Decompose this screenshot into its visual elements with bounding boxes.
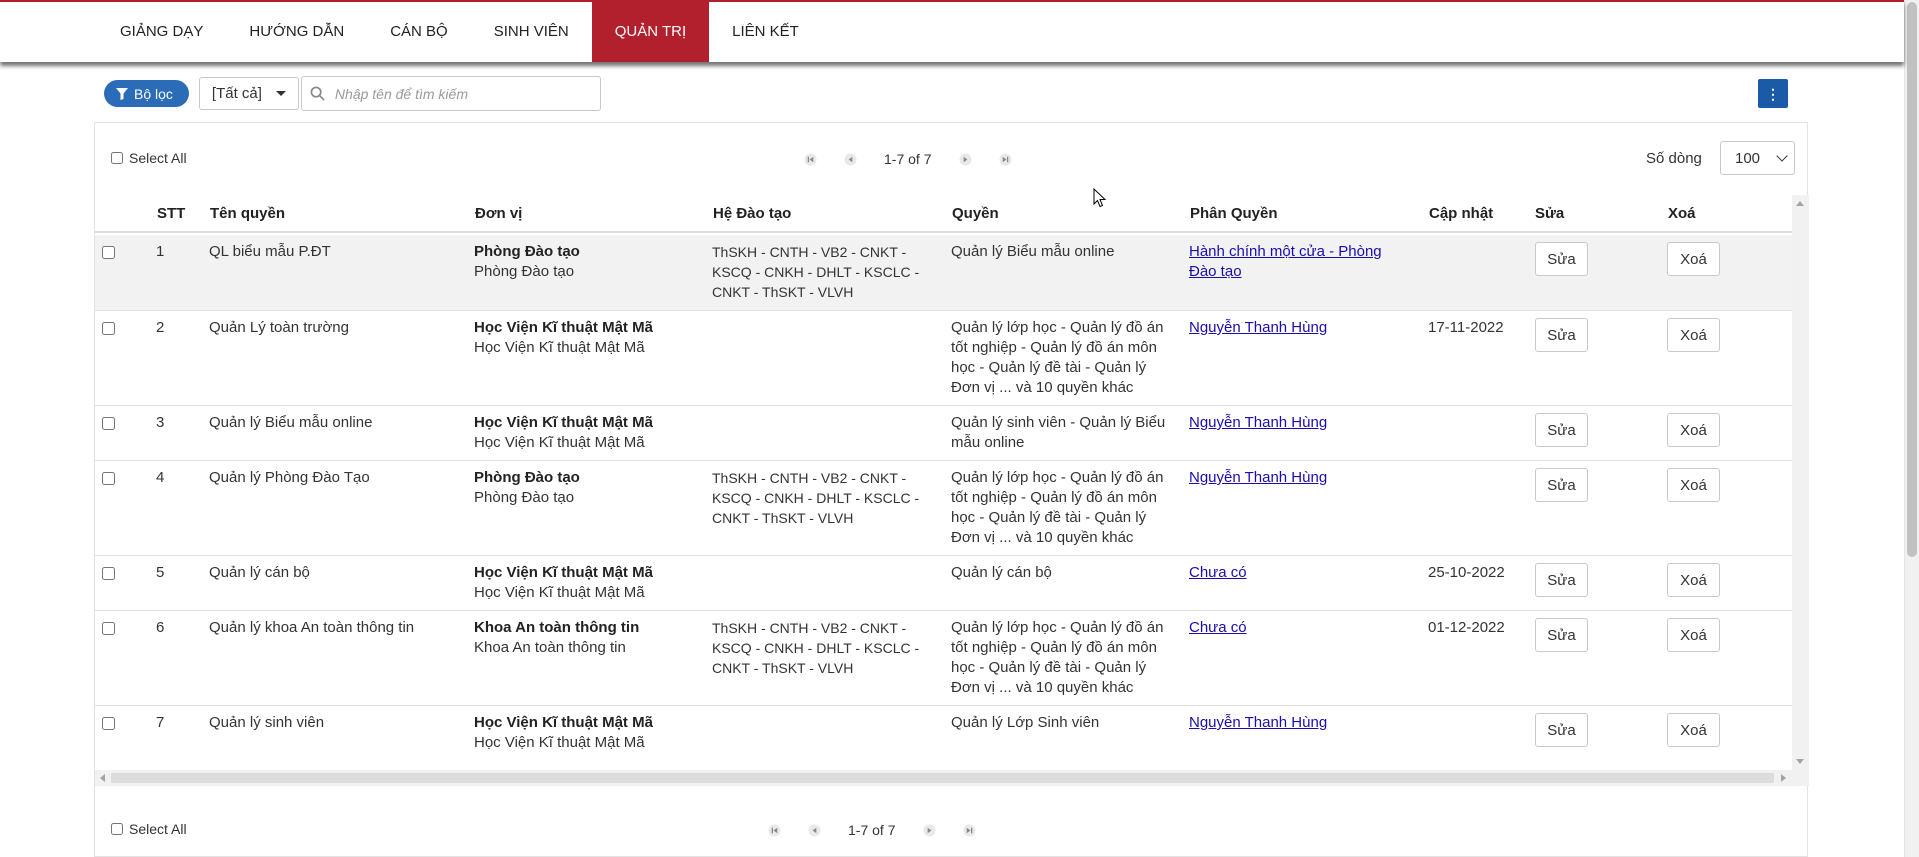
he-dao-tao-line: CNKT - ThSKT - VLVH — [712, 510, 854, 526]
quyen-line: Quản lý Lớp Sinh viên — [951, 714, 1100, 731]
quyen-line: tốt nghiệp - Quản lý đồ án môn — [951, 339, 1157, 356]
he-dao-tao-line: ThSKH - CNTH - VB2 - CNKT - — [712, 470, 907, 486]
header-ten-quyen: Tên quyền — [210, 205, 286, 222]
cell-phan-quyen — [1189, 713, 1327, 733]
cell-quyen — [951, 242, 1114, 262]
cell-stt: 3 — [156, 414, 165, 431]
phan-quyen-link[interactable]: Chưa có — [1189, 564, 1247, 581]
cell-stt: 4 — [156, 469, 165, 486]
filter-icon — [116, 88, 128, 100]
quyen-line: Quản lý lớp học - Quản lý đồ án — [951, 469, 1164, 486]
rows-per-page-value: 100 — [1735, 149, 1761, 167]
don-vi-sub: Học Viện Kĩ thuật Mật Mã — [474, 434, 645, 451]
edit-button[interactable]: Sửa — [1535, 413, 1588, 447]
table-row — [95, 611, 1792, 706]
delete-button[interactable]: Xoá — [1667, 468, 1720, 502]
quyen-line: Đơn vị ... và 10 quyền khác — [951, 379, 1134, 396]
nav-item-huong-dan[interactable]: HƯỚNG DẪN — [249, 23, 345, 40]
quyen-line: mẫu online — [951, 434, 1025, 451]
table-row — [95, 406, 1792, 461]
toolbar — [104, 76, 601, 111]
phan-quyen-link[interactable]: Nguyễn Thanh Hùng — [1189, 469, 1328, 486]
first-page-button-bottom[interactable] — [754, 821, 794, 839]
next-page-icon — [923, 824, 936, 837]
row-checkbox[interactable] — [102, 567, 115, 580]
don-vi-name: Khoa An toàn thông tin — [474, 619, 640, 636]
cell-he-dao-tao — [712, 242, 919, 302]
don-vi-name: Học Viện Kĩ thuật Mật Mã — [474, 319, 653, 336]
cell-don-vi — [474, 468, 580, 508]
row-checkbox[interactable] — [102, 246, 115, 259]
rows-per-page-select[interactable] — [1720, 141, 1795, 175]
first-page-button-top[interactable] — [790, 150, 830, 168]
don-vi-sub: Phòng Đào tạo — [474, 263, 575, 280]
cell-stt: 5 — [156, 564, 165, 581]
edit-button[interactable]: Sửa — [1535, 713, 1588, 747]
select-all-top[interactable] — [111, 150, 187, 166]
page-info-top: 1-7 of 7 — [884, 151, 932, 167]
cell-cap-nhat: 17-11-2022 — [1428, 319, 1504, 336]
edit-button[interactable]: Sửa — [1535, 563, 1588, 597]
pager-top — [95, 123, 1807, 173]
page-scrollbar-thumb[interactable] — [1907, 2, 1917, 557]
cell-don-vi — [474, 563, 653, 603]
last-page-button-bottom[interactable] — [949, 821, 989, 839]
quyen-line: Đơn vị ... và 10 quyền khác — [951, 529, 1134, 546]
header-phan-quyen: Phân Quyền — [1190, 205, 1278, 222]
header-xoa: Xoá — [1668, 205, 1696, 222]
he-dao-tao-line: ThSKH - CNTH - VB2 - CNKT - — [712, 244, 907, 260]
permissions-table — [95, 195, 1792, 770]
prev-page-button-top[interactable] — [830, 150, 870, 168]
cell-ten-quyen: Quản lý cán bộ — [209, 564, 310, 581]
quyen-line: tốt nghiệp - Quản lý đồ án môn — [951, 639, 1157, 656]
edit-button[interactable]: Sửa — [1535, 468, 1588, 502]
pager-bottom — [95, 813, 1807, 849]
cell-quyen — [951, 618, 1163, 698]
cell-ten-quyen: Quản lý Phòng Đào Tạo — [209, 469, 370, 486]
next-page-button-bottom[interactable] — [909, 821, 949, 839]
don-vi-sub: Học Viện Kĩ thuật Mật Mã — [474, 734, 645, 751]
quyen-line: Quản lý sinh viên - Quản lý Biểu — [951, 414, 1166, 431]
rows-per-page-label: Số dòng — [1646, 150, 1702, 167]
edit-button[interactable]: Sửa — [1535, 318, 1588, 352]
cell-don-vi — [474, 713, 653, 753]
phan-quyen-link[interactable]: Chưa có — [1189, 619, 1247, 636]
cell-phan-quyen — [1189, 242, 1382, 282]
search-icon — [310, 86, 325, 101]
delete-button[interactable]: Xoá — [1667, 713, 1720, 747]
prev-page-button-bottom[interactable] — [794, 821, 834, 839]
cell-quyen — [951, 563, 1052, 583]
prev-page-icon — [844, 153, 857, 166]
header-cap-nhat: Cập nhật — [1429, 205, 1494, 222]
select-all-label-bottom: Select All — [129, 821, 187, 837]
cell-ten-quyen: Quản lý Biểu mẫu online — [209, 414, 373, 431]
scroll-down-icon[interactable] — [1796, 759, 1804, 764]
scope-select-value: [Tất cả] — [211, 85, 262, 102]
he-dao-tao-line: KSCQ - CNKH - DHLT - KSCLC - — [712, 640, 920, 656]
options-menu-button[interactable] — [1758, 79, 1788, 108]
scope-select[interactable] — [199, 77, 299, 110]
chevron-down-icon — [1776, 150, 1787, 161]
search-box — [301, 76, 601, 111]
cell-phan-quyen — [1189, 563, 1247, 583]
pagination-top — [790, 150, 1025, 168]
table-row — [95, 706, 1792, 770]
prev-page-icon — [808, 824, 821, 837]
caret-down-icon — [276, 91, 286, 96]
quyen-line: Quản lý lớp học - Quản lý đồ án — [951, 619, 1164, 636]
phan-quyen-line: Hành chính một cửa - Phòng — [1189, 243, 1382, 260]
cell-quyen — [951, 413, 1165, 453]
header-don-vi: Đơn vị — [475, 205, 523, 222]
nav-item-can-bo[interactable]: CÁN BỘ — [390, 23, 448, 40]
nav-item-sinh-vien[interactable]: SINH VIÊN — [493, 23, 569, 40]
cell-cap-nhat: 25-10-2022 — [1428, 564, 1505, 581]
header-he-dao-tao: Hệ Đào tạo — [713, 205, 792, 222]
don-vi-name: Phòng Đào tạo — [474, 469, 580, 486]
page-info-bottom: 1-7 of 7 — [848, 822, 896, 838]
nav-item-lien-ket[interactable]: LIÊN KẾT — [732, 23, 799, 40]
table-row — [95, 556, 1792, 611]
row-checkbox[interactable] — [102, 472, 115, 485]
cell-ten-quyen: QL biểu mẫu P.ĐT — [209, 243, 331, 260]
quyen-line: Đơn vị ... và 10 quyền khác — [951, 679, 1134, 696]
edit-button[interactable]: Sửa — [1535, 242, 1588, 276]
cell-ten-quyen: Quản lý sinh viên — [209, 714, 325, 731]
table-row — [95, 235, 1792, 311]
cell-don-vi — [474, 318, 653, 358]
cell-quyen — [951, 318, 1163, 398]
header-quyen: Quyền — [952, 205, 999, 222]
don-vi-sub: Phòng Đào tạo — [474, 489, 575, 506]
don-vi-sub: Học Viện Kĩ thuật Mật Mã — [474, 339, 645, 356]
he-dao-tao-line: ThSKH - CNTH - VB2 - CNKT - — [712, 620, 907, 636]
cell-phan-quyen — [1189, 618, 1247, 638]
cell-cap-nhat: 01-12-2022 — [1428, 619, 1505, 636]
delete-button[interactable]: Xoá — [1667, 318, 1720, 352]
row-checkbox[interactable] — [102, 322, 115, 335]
cell-stt: 1 — [156, 243, 165, 260]
cell-quyen — [951, 713, 1099, 733]
delete-button[interactable]: Xoá — [1667, 618, 1720, 652]
cell-don-vi — [474, 242, 580, 282]
he-dao-tao-line: KSCQ - CNKH - DHLT - KSCLC - — [712, 490, 920, 506]
delete-button[interactable]: Xoá — [1667, 242, 1720, 276]
cell-he-dao-tao — [712, 618, 919, 678]
cell-quyen — [951, 468, 1163, 548]
row-checkbox[interactable] — [102, 622, 115, 635]
pagination-bottom — [754, 821, 989, 839]
vertical-ellipsis-icon: ⋮ — [1766, 85, 1780, 102]
first-page-icon — [768, 824, 781, 837]
first-page-icon — [804, 153, 817, 166]
scroll-right-icon[interactable] — [1781, 774, 1786, 782]
cell-don-vi — [474, 413, 653, 453]
cell-stt: 6 — [156, 619, 165, 636]
nav-item-quan-tri[interactable]: QUẢN TRỊ — [592, 2, 709, 62]
scroll-up-icon[interactable] — [1796, 201, 1804, 206]
nav-menu — [0, 2, 1904, 62]
horizontal-scrollbar-thumb[interactable] — [111, 773, 1774, 783]
don-vi-name: Học Viện Kĩ thuật Mật Mã — [474, 714, 653, 731]
phan-quyen-link[interactable]: Nguyễn Thanh Hùng — [1189, 714, 1328, 731]
don-vi-name: Học Viện Kĩ thuật Mật Mã — [474, 414, 653, 431]
table-vertical-scrollbar[interactable] — [1792, 195, 1809, 770]
table-header — [95, 195, 1792, 233]
scroll-left-icon[interactable] — [100, 774, 105, 782]
nav-item-giang-day[interactable]: GIẢNG DẠY — [120, 23, 204, 40]
he-dao-tao-line: KSCQ - CNKH - DHLT - KSCLC - — [712, 264, 920, 280]
select-all-bottom[interactable] — [111, 821, 187, 837]
search-input[interactable] — [333, 85, 583, 103]
phan-quyen-line: Đào tạo — [1189, 263, 1242, 280]
header-sua: Sửa — [1535, 205, 1565, 222]
select-all-checkbox-top[interactable] — [111, 152, 123, 164]
top-navigation — [0, 0, 1904, 62]
last-page-icon — [999, 153, 1012, 166]
phan-quyen-link[interactable] — [1189, 243, 1382, 280]
he-dao-tao-line: CNKT - ThSKT - VLVH — [712, 660, 854, 676]
don-vi-sub: Khoa An toàn thông tin — [474, 639, 626, 656]
quyen-line: học - Quản lý đề tài - Quản lý — [951, 659, 1147, 676]
cell-don-vi — [474, 618, 639, 658]
don-vi-name: Phòng Đào tạo — [474, 243, 580, 260]
quyen-line: Quản lý lớp học - Quản lý đồ án — [951, 319, 1164, 336]
next-page-icon — [959, 153, 972, 166]
phan-quyen-link[interactable]: Nguyễn Thanh Hùng — [1189, 414, 1328, 431]
quyen-line: học - Quản lý đề tài - Quản lý — [951, 509, 1147, 526]
cell-ten-quyen: Quản lý khoa An toàn thông tin — [209, 619, 415, 636]
permissions-table-card — [94, 122, 1808, 857]
page-scrollbar[interactable] — [1904, 0, 1919, 857]
quyen-line: Quản lý Biểu mẫu online — [951, 243, 1115, 260]
cell-ten-quyen: Quản Lý toàn trường — [209, 319, 349, 336]
select-all-label-top: Select All — [129, 150, 187, 166]
cell-phan-quyen — [1189, 318, 1327, 338]
edit-button[interactable]: Sửa — [1535, 618, 1588, 652]
row-checkbox[interactable] — [102, 417, 115, 430]
cell-he-dao-tao — [712, 468, 919, 528]
phan-quyen-link[interactable]: Nguyễn Thanh Hùng — [1189, 319, 1328, 336]
mouse-cursor-icon — [1093, 188, 1107, 208]
quyen-line: học - Quản lý đề tài - Quản lý — [951, 359, 1147, 376]
table-horizontal-scrollbar[interactable] — [95, 770, 1809, 786]
he-dao-tao-line: CNKT - ThSKT - VLVH — [712, 284, 854, 300]
don-vi-name: Học Viện Kĩ thuật Mật Mã — [474, 564, 653, 581]
row-checkbox[interactable] — [102, 717, 115, 730]
select-all-checkbox-bottom[interactable] — [111, 823, 123, 835]
quyen-line: tốt nghiệp - Quản lý đồ án môn — [951, 489, 1157, 506]
delete-button[interactable]: Xoá — [1667, 413, 1720, 447]
cell-phan-quyen — [1189, 468, 1327, 488]
cell-stt: 2 — [156, 319, 165, 336]
header-stt: STT — [157, 205, 186, 222]
cell-stt: 7 — [156, 714, 165, 731]
filter-button[interactable] — [104, 80, 189, 107]
filter-button-label: Bộ lọc — [134, 85, 173, 102]
don-vi-sub: Học Viện Kĩ thuật Mật Mã — [474, 584, 645, 601]
last-page-button-top[interactable] — [985, 150, 1025, 168]
table-row — [95, 461, 1792, 556]
quyen-line: Quản lý cán bộ — [951, 564, 1052, 581]
cell-phan-quyen — [1189, 413, 1327, 433]
delete-button[interactable]: Xoá — [1667, 563, 1720, 597]
next-page-button-top[interactable] — [945, 150, 985, 168]
last-page-icon — [963, 824, 976, 837]
table-row — [95, 311, 1792, 406]
